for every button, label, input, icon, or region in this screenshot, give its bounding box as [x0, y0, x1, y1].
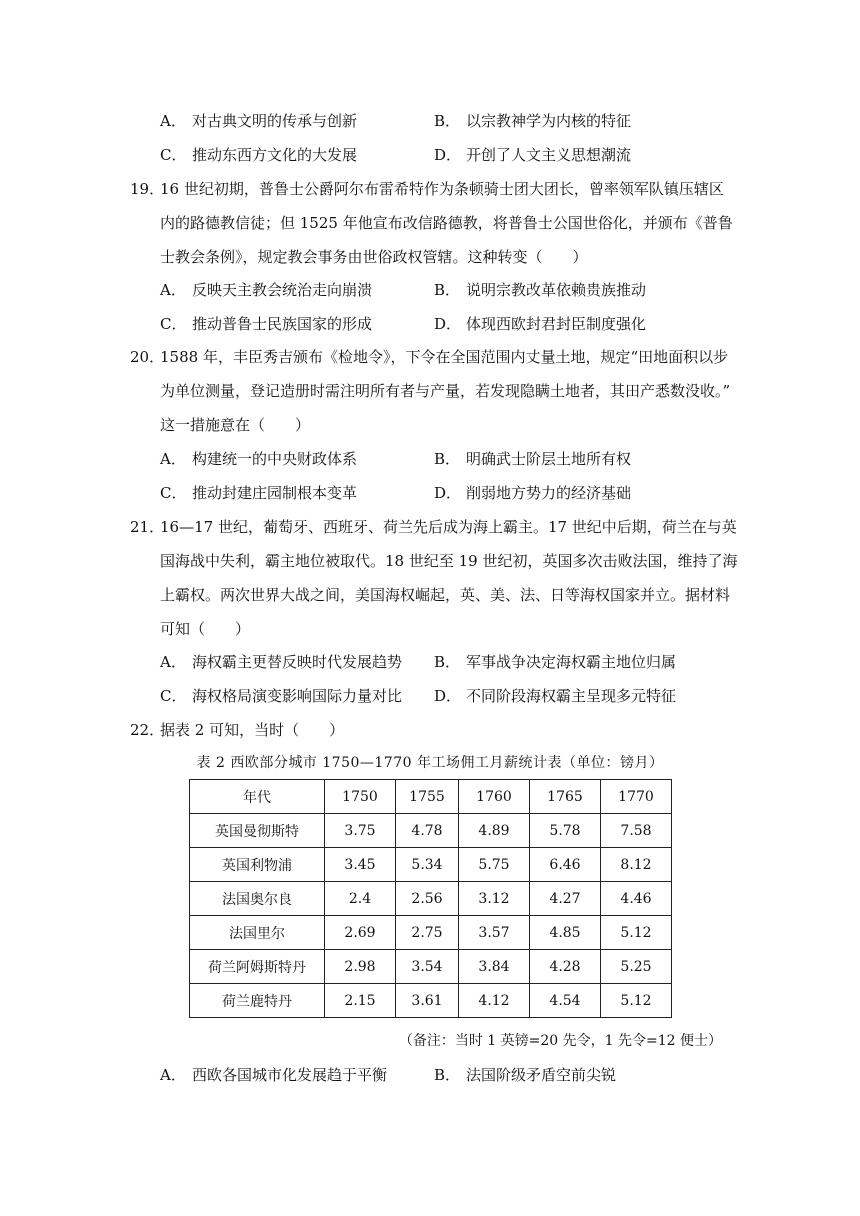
q22-option-b[interactable]: B． 法国阶级矛盾空前尖锐 — [434, 1066, 617, 1084]
q19-option-a[interactable]: A． 反映天主教会统治走向崩溃 — [160, 281, 373, 299]
question-21 — [130, 516, 738, 652]
q18-option-c[interactable]: C． 推动东西方文化的大发展 — [160, 146, 358, 164]
q21-line-4: 可知（ ） — [160, 620, 251, 638]
table-cell: 5.75 — [459, 848, 530, 882]
table-cell: 5.12 — [601, 916, 672, 950]
q18-options-row-2 — [160, 144, 720, 166]
q20-option-c[interactable]: C． 推动封建庄园制根本变革 — [160, 484, 358, 502]
q21-line-1: 21．16—17 世纪，葡萄牙、西班牙、荷兰先后成为海上霸主。17 世纪中后期，荷兰在与英 — [130, 518, 737, 536]
q19-option-d[interactable]: D． 体现西欧封君封臣制度强化 — [434, 315, 647, 333]
table-cell: 4.27 — [530, 882, 601, 916]
q22-option-a[interactable]: A． 西欧各国城市化发展趋于平衡 — [160, 1066, 388, 1084]
question-22 — [130, 719, 730, 753]
table-cell: 4.54 — [530, 984, 601, 1018]
table-header-cell: 年代 — [190, 780, 325, 814]
table-cell: 4.46 — [601, 882, 672, 916]
table-cell: 5.25 — [601, 950, 672, 984]
table-header-cell: 1765 — [530, 780, 601, 814]
q18-option-d[interactable]: D． 开创了人文主义思想潮流 — [434, 146, 632, 164]
q18-options-row-1 — [160, 110, 720, 132]
table-cell: 2.4 — [325, 882, 396, 916]
table-cell: 8.12 — [601, 848, 672, 882]
table-cell: 2.69 — [325, 916, 396, 950]
table-row — [190, 950, 672, 984]
table-header-row — [190, 780, 672, 814]
table-cell: 7.58 — [601, 814, 672, 848]
q20-option-b[interactable]: B． 明确武士阶层土地所有权 — [434, 450, 632, 468]
q22-line-1: 22．据表 2 可知，当时（ ） — [130, 721, 345, 739]
table-header-cell: 1760 — [459, 780, 530, 814]
table-note: （备注：当时 1 英镑=20 先令，1 先令=12 便士） — [398, 1033, 722, 1049]
table-cell: 4.89 — [459, 814, 530, 848]
q21-options-row-1 — [160, 651, 720, 673]
table-cell: 法国奥尔良 — [190, 882, 325, 916]
table-cell: 3.84 — [459, 950, 530, 984]
table-cell: 5.34 — [396, 848, 459, 882]
q18-option-a[interactable]: A． 对古典文明的传承与创新 — [160, 112, 358, 130]
q20-option-d[interactable]: D． 削弱地方势力的经济基础 — [434, 484, 632, 502]
q22-options-row-1 — [160, 1064, 720, 1086]
table-cell: 3.45 — [325, 848, 396, 882]
q19-line-3: 士教会条例》，规定教会事务由世俗政权管辖。这种转变（ ） — [160, 248, 588, 266]
table-cell: 3.75 — [325, 814, 396, 848]
table-cell: 4.78 — [396, 814, 459, 848]
q19-options-row-2 — [160, 313, 720, 335]
table-cell: 5.12 — [601, 984, 672, 1018]
table-cell: 荷兰阿姆斯特丹 — [190, 950, 325, 984]
table-cell: 3.57 — [459, 916, 530, 950]
table-cell: 4.28 — [530, 950, 601, 984]
table-cell: 3.61 — [396, 984, 459, 1018]
table-cell: 3.12 — [459, 882, 530, 916]
q21-option-a[interactable]: A． 海权霸主更替反映时代发展趋势 — [160, 653, 403, 671]
table-cell: 2.56 — [396, 882, 459, 916]
question-19 — [130, 178, 733, 280]
table-header-cell: 1755 — [396, 780, 459, 814]
table-cell: 5.78 — [530, 814, 601, 848]
q21-options-row-2 — [160, 685, 720, 707]
table-cell: 英国曼彻斯特 — [190, 814, 325, 848]
table-cell: 4.12 — [459, 984, 530, 1018]
q21-option-d[interactable]: D． 不同阶段海权霸主呈现多元特征 — [434, 687, 677, 705]
table-cell: 4.85 — [530, 916, 601, 950]
table-caption: 表 2 西欧部分城市 1750—1770 年工场佣工月薪统计表（单位：镑月） — [196, 755, 664, 771]
q20-option-a[interactable]: A． 构建统一的中央财政体系 — [160, 450, 358, 468]
q21-line-2: 国海战中失利，霸主地位被取代。18 世纪至 19 世纪初，英国多次击败法国，维持了海 — [160, 552, 738, 570]
q20-options-row-1 — [160, 448, 720, 470]
table-header-cell: 1770 — [601, 780, 672, 814]
table-row — [190, 882, 672, 916]
q18-option-b[interactable]: B． 以宗教神学为内核的特征 — [434, 112, 632, 130]
table-header-cell: 1750 — [325, 780, 396, 814]
question-20 — [130, 346, 730, 448]
wage-table — [189, 779, 672, 1018]
table-cell: 荷兰鹿特丹 — [190, 984, 325, 1018]
q20-line-3: 这一措施意在（ ） — [160, 416, 311, 434]
q19-options-row-1 — [160, 279, 720, 301]
table-cell: 英国利物浦 — [190, 848, 325, 882]
q21-option-c[interactable]: C． 海权格局演变影响国际力量对比 — [160, 687, 403, 705]
q20-options-row-2 — [160, 482, 720, 504]
table-cell: 3.54 — [396, 950, 459, 984]
table-row — [190, 916, 672, 950]
q19-option-c[interactable]: C． 推动普鲁士民族国家的形成 — [160, 315, 373, 333]
q21-line-3: 上霸权。两次世界大战之间，美国海权崛起，英、美、法、日等海权国家并立。据材料 — [160, 586, 731, 604]
q19-option-b[interactable]: B． 说明宗教改革依赖贵族推动 — [434, 281, 647, 299]
q19-line-2: 内的路德教信徒；但 1525 年他宣布改信路德教，将普鲁士公国世俗化，并颁布《普鲁 — [160, 214, 733, 232]
q20-line-2: 为单位测量，登记造册时需注明所有者与产量，若发现隐瞒土地者，其田产悉数没收。” — [160, 382, 731, 400]
q21-option-b[interactable]: B． 军事战争决定海权霸主地位归属 — [434, 653, 677, 671]
table-row — [190, 814, 672, 848]
table-row — [190, 984, 672, 1018]
table-cell: 2.98 — [325, 950, 396, 984]
q20-line-1: 20．1588 年，丰臣秀吉颁布《检地令》，下令在全国范围内丈量土地，规定“田地面积以步 — [130, 348, 729, 366]
table-cell: 6.46 — [530, 848, 601, 882]
table-cell: 法国里尔 — [190, 916, 325, 950]
table-cell: 2.15 — [325, 984, 396, 1018]
table-row — [190, 848, 672, 882]
table-cell: 2.75 — [396, 916, 459, 950]
q19-line-1: 19．16 世纪初期，普鲁士公爵阿尔布雷希特作为条顿骑士团大团长，曾率领军队镇压辖区 — [130, 180, 724, 198]
